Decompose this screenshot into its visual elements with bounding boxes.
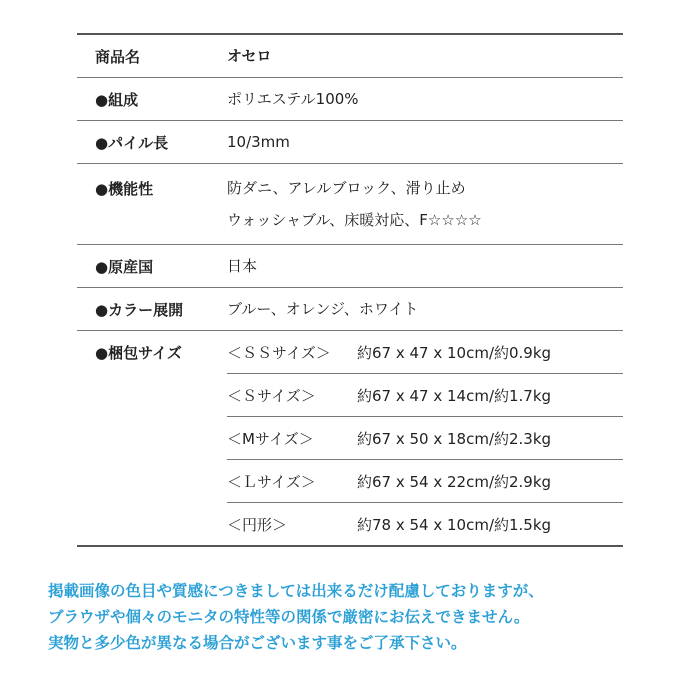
spec-label: ●組成	[95, 90, 139, 109]
size-name: ＜Ｌサイズ＞	[227, 472, 316, 491]
spec-value: 10/3mm	[227, 133, 290, 151]
size-dimension: 約67 x 50 x 18cm/約2.3kg	[357, 429, 552, 448]
size-name: ＜Ｓサイズ＞	[227, 386, 316, 405]
spec-row-colors	[77, 288, 623, 331]
spec-label: ●パイル長	[95, 133, 169, 152]
disclaimer-line: 掲載画像の色目や質感につきましては出来るだけ配慮しておりますが、	[48, 582, 544, 600]
spec-row-function	[77, 164, 623, 245]
spec-label: ●原産国	[95, 257, 154, 276]
spec-row-origin	[77, 245, 623, 288]
spec-table	[77, 33, 623, 547]
spec-label: ●梱包サイズ	[95, 344, 182, 362]
size-line	[227, 374, 623, 417]
size-line	[227, 460, 623, 503]
spec-value: 日本	[227, 257, 258, 275]
size-list	[227, 331, 623, 545]
size-dimension: 約78 x 54 x 10cm/約1.5kg	[357, 515, 552, 534]
size-line	[227, 503, 623, 545]
size-name: ＜ＳＳサイズ＞	[227, 343, 331, 362]
size-dimension: 約67 x 47 x 14cm/約1.7kg	[357, 386, 552, 405]
spec-label: ●カラー展開	[95, 300, 184, 319]
spec-value-line: ウォッシャブル、床暖対応、F☆☆☆☆	[227, 211, 482, 229]
spec-row-product-name	[77, 35, 623, 78]
spec-row-composition	[77, 78, 623, 121]
spec-value: オセロ	[227, 47, 272, 65]
disclaimer-line: 実物と多少色が異なる場合がございます事をご了承下さい。	[48, 634, 467, 652]
color-disclaimer	[48, 578, 668, 656]
spec-value-line: 防ダニ、アレルブロック、滑り止め	[227, 179, 466, 197]
size-line	[227, 331, 623, 374]
size-dimension: 約67 x 54 x 22cm/約2.9kg	[357, 472, 552, 491]
spec-value	[227, 164, 623, 244]
spec-label: 商品名	[95, 47, 141, 66]
spec-value: ブルー、オレンジ、ホワイト	[227, 300, 419, 318]
disclaimer-line: ブラウザや個々のモニタの特性等の関係で厳密にお伝えできません。	[48, 608, 530, 626]
spec-label: ●機能性	[95, 180, 154, 198]
spec-value: ポリエステル100%	[227, 90, 359, 108]
spec-row-package-size	[77, 331, 623, 545]
size-line	[227, 417, 623, 460]
spec-row-pile-length	[77, 121, 623, 164]
size-name: ＜Mサイズ＞	[227, 429, 314, 448]
size-name: ＜円形＞	[227, 515, 288, 534]
size-dimension: 約67 x 47 x 10cm/約0.9kg	[357, 343, 552, 362]
